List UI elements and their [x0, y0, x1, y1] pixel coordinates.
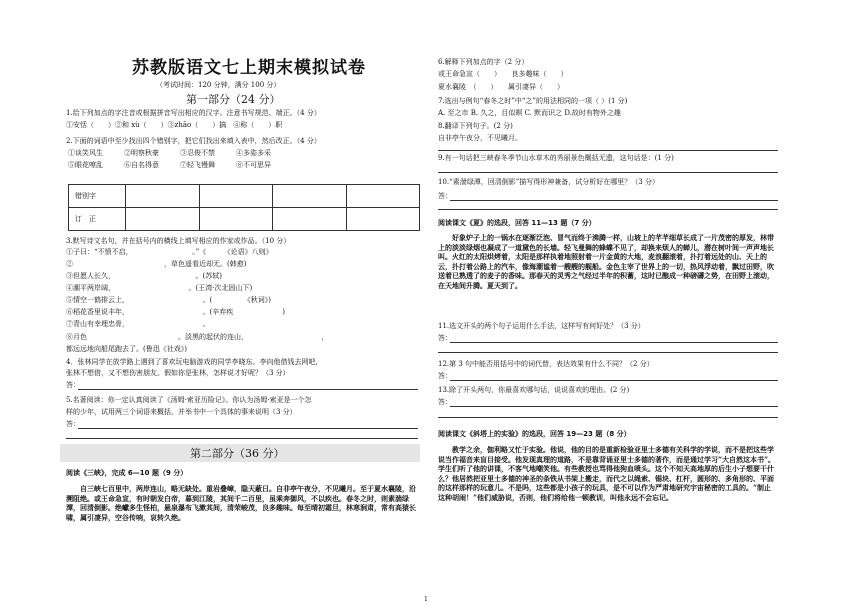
table-cell[interactable] [273, 185, 347, 208]
table-cell[interactable] [126, 185, 200, 208]
answer-line[interactable] [78, 428, 418, 429]
q3-line4: ④潮平两岸阔， 。(王湾·次北固山下) [66, 284, 253, 292]
q4-answer-label: 答： [66, 381, 80, 389]
q12-text: 12.第 3 句中能否用括号中的词代替，表达效果有什么不同？（2 分） [438, 360, 654, 368]
reading2-heading: 阅读课文《夏》的选段，回答 11—13 题（7 分） [438, 219, 596, 227]
q4-text1: 4．张林同学在放学路上遇到了喜欢玩电脑游戏的同学李晓东。李向他借钱去网吧， [66, 358, 323, 366]
q7-text: 7.选出与例句“春冬之时”中“之”的用法相同的一项（ ）(1 分) [438, 97, 628, 105]
summer-passage: 好象炉子上的一锅水在逐渐泛泡、冒气而终于沸腾一样，山坡上的芊芊细草长成了一片茂密的厚发，林带上的淡淡绿烟也凝成了一道黛色的长墙。轻飞曼舞的蜂蝶不见了，却换来烦人的蝉儿，潜在树叶间一声声地长叫。火红的太阳烘烤着，太阳是那样执着地照射着一片金黄的大地，麦浪翻滚着，扑打着远处的山、天上的云，扑打着公路上的汽车，像海潮谧着一艘艘的舰船。金色主宰了世界上的一切，热风浮动着，飘过田野，吹送着已熟透了的麦子的香味。那春天的灵秀之气经过半年的积蓄，这时已酿成一种磅礴之势，在田野上滚动，在天地间升腾。夏天到了。 [438, 233, 774, 290]
answer-line[interactable] [438, 417, 778, 418]
q13-text: 13.除了开头两句，你最喜欢哪句话，说说喜欢的理由。(2 分) [438, 386, 630, 394]
q12-answer-label: 答： [438, 372, 452, 380]
q13-answer-label: 答： [438, 398, 452, 406]
q8-text: 8.翻译下列句子。(2 分) [438, 122, 513, 130]
exam-info: （考试时间：120 分钟，满分 100 分） [156, 81, 281, 89]
answer-line[interactable] [438, 172, 778, 173]
page-title: 苏教版语文七上期末模拟试卷 [132, 58, 366, 78]
q5-answer-label: 答： [66, 420, 80, 428]
q10-answer-label: 答： [438, 192, 452, 200]
q3-line7: ⑦青山有幸埋忠骨， 。 [66, 320, 210, 328]
q6-items-b: 夏水襄陵 （ ） 属引凄异（ ） [438, 83, 564, 91]
table-cell[interactable] [199, 185, 273, 208]
q3-line5: ⑤情空一鹤排云上， 。( 《秋词》) [66, 296, 271, 304]
answer-line[interactable] [78, 389, 418, 390]
q11-text: 11.选文开头的两个句子运用什么手法，这样写有何好处？（3 分） [438, 322, 645, 330]
answer-line[interactable] [450, 342, 778, 343]
q5-text1: 5.名著阅读：你一定认真阅读了《汤姆·索亚历险记》。你认为汤姆·索亚是一个怎 [66, 396, 312, 404]
answer-line[interactable] [450, 380, 778, 381]
answer-line[interactable] [66, 438, 418, 439]
q2-text: 2.下面的词语中至少找出四个错别字，把它们找出来填入表中，然后改正。（4 分） [66, 137, 321, 145]
q3-line6: ⑥稻花香里说丰年， 。(辛弃疾 ) [66, 308, 285, 316]
q6-items-a: 或王命急宣（ ） 良多趣味（ ） [438, 70, 568, 78]
experiment-passage: 教学之余，伽利略又忙于实验。他说，他的目的是重新检验亚里士多德有关科学的学说，而不是把这些学说当作福音来盲目接受。他发现真理的道路，不是靠背诵亚里士多德的著作，而是通过学习“大自然这本书”。学生们听了他的讲课，不客气地嘲笑他。有些教授也骂得他狗血喷头。这个不知天高地厚的后生小子想要干什么？他居然把亚里士多德的神圣的条铁从书架上搬走，而代之以绳索、锡块、杠杆，圆形的、多角形的、平面的这样那样的玩意儿。不是吗，这些都是小孩子的玩具，是不可以作为严肃地研究宇宙秘密的工具的。“制止这种胡闹！”他们威胁说，否则，他们将给他一顿教训，叫他永远不会忘记。 [438, 445, 776, 502]
answer-line[interactable] [438, 352, 778, 353]
table-cell[interactable] [346, 185, 420, 208]
q7-options: A. 至之市 B. 久之，目似暝 C. 默而识之 D.故时有物外之趣 [438, 109, 621, 117]
reading3-heading: 阅读课文《斜塔上的实验》的选段，回答 19—23 题（8 分） [438, 430, 631, 438]
q11-answer-label: 答： [438, 334, 452, 342]
table-cell[interactable] [126, 208, 200, 231]
correction-table [68, 184, 420, 231]
part2-heading: 第二部分（36 分） [190, 447, 285, 460]
reading1-heading: 阅读《三峡》，完成 6—10 题（9 分） [66, 469, 188, 477]
table-cell[interactable] [273, 208, 347, 231]
q8-sentence: 自非亭午夜分，不见曦月。 [438, 134, 522, 142]
sanxia-passage: 自三峡七百里中，两岸连山，略无缺处。重岩叠嶂，隐天蔽日。自非亭午夜分，不见曦月。至于夏水襄陵，沿溯阻绝。或王命急宣，有时朝发白帝，暮到江陵，其间千二百里，虽乘奔御风，不以疾也。春冬之时，则素湍绿潭，回清倒影。绝巘多生怪柏，悬泉瀑布飞漱其间，清荣峻茂，良多趣味。每至晴初霜旦，林寒涧肃，常有高猿长啸，属引凄异，空谷传响，哀转久绝。 [66, 484, 416, 522]
q3-line3: ③但愿人长久， 。(苏轼) [66, 272, 222, 280]
q2-row1: ①谈笑风生 ②明察秋豪 ③忍俊不禁 ④多姿多采 [68, 149, 271, 157]
table-cell[interactable] [346, 208, 420, 231]
answer-line[interactable] [438, 209, 778, 210]
q3-line9: 都远远地向船尾跑去了。(鲁迅《社戏》) [66, 345, 187, 353]
q3-text: 3.默写诗文名句，并在括号内的横线上填写相应的作家或作品。（10 分） [66, 237, 291, 245]
table-label-correct: 订 正 [69, 208, 126, 231]
q1-text: 1.给下列加点的字注音或根据拼音写出相应的汉字。注意书写规范、端正。（4 分） [66, 109, 321, 117]
part1-heading: 第一部分（24 分） [186, 93, 281, 106]
q3-line2: ② ，草色遥看近却无。(韩愈) [66, 260, 247, 268]
table-cell[interactable] [199, 208, 273, 231]
answer-line[interactable] [438, 150, 778, 151]
q6-text: 6.解释下列加点的字（2 分） [438, 58, 529, 66]
q10-text: 10.“素湍绿潭，回清倒影”描写得形神兼备，试分析好在哪里？（3 分） [438, 178, 659, 186]
q5-text2: 样的少年，试用两三个词语来概括，并举书中一个具体的事来说明（3 分） [66, 408, 297, 416]
q2-row2: ⑤眼花嘹乱 ⑥自名得意 ⑦轻飞慢舞 ⑧不可思异 [68, 161, 271, 169]
q4-text2: 张林不想借，又不想伤害朋友。假如你是张林，怎样说才好呢？（3 分） [66, 369, 290, 377]
answer-line[interactable] [450, 200, 778, 201]
q3-line8: ⑧月色 。淡黑的起伏的连山， ， [66, 333, 329, 341]
table-label-wrong: 错别字 [69, 185, 126, 208]
q1-items: ①安恬（ ）②和 xù（ ）③zhāo（ ）搞 ④称（ ）职 [66, 121, 283, 129]
q9-text: 9.有一句话把三峡春冬季节山水草木的秀丽景色概括无遗，这句话是：(1 分) [438, 154, 674, 162]
q3-line1: ①子曰：“不愤不启， 。”《 《论语》八则》 [66, 248, 273, 256]
page-number: 1 [424, 596, 428, 603]
answer-line[interactable] [450, 406, 778, 407]
